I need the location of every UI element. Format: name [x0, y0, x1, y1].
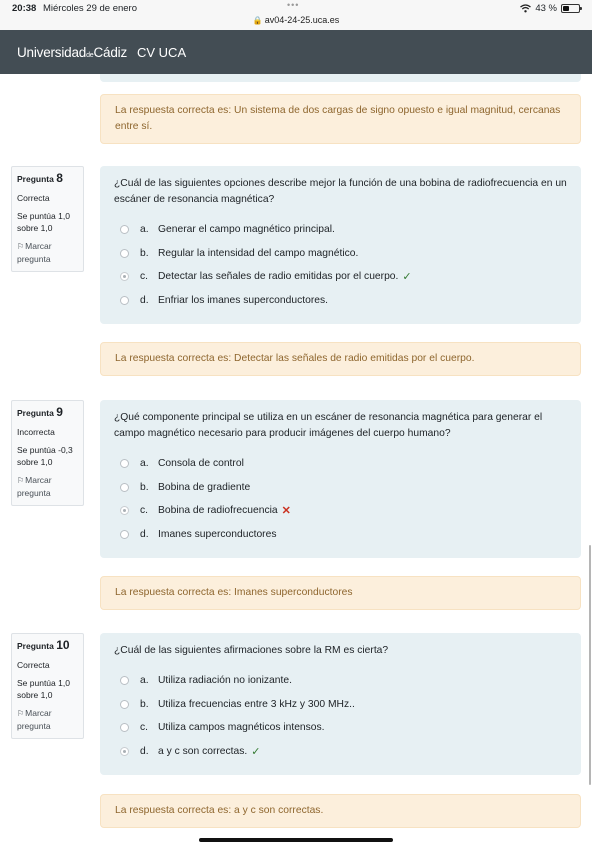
answer-text: Regular la intensidad del campo magnético. — [158, 247, 359, 259]
answer-letter: b. — [140, 698, 149, 710]
top-navbar — [0, 30, 592, 74]
feedback-question-9: La respuesta correcta es: Imanes superconductores — [100, 576, 581, 610]
question-number — [17, 406, 78, 419]
answer-option[interactable] — [114, 523, 567, 547]
answer-letter: a. — [140, 458, 149, 470]
question-box-9 — [100, 400, 581, 558]
answer-text: Bobina de radiofrecuencia — [158, 505, 278, 517]
question-number-value: 9 — [56, 405, 63, 419]
answer-letter: b. — [140, 247, 149, 259]
answer-text: Bobina de gradiente — [158, 481, 251, 493]
feedback-question-8: La respuesta correcta es: Detectar las señales de radio emitidas por el cuerpo. — [100, 342, 581, 376]
university-logo[interactable] — [17, 45, 127, 60]
question-state: Correcta — [17, 193, 50, 203]
radio-button-selected[interactable] — [120, 506, 129, 515]
radio-button[interactable] — [120, 676, 129, 685]
question-number — [17, 172, 78, 185]
question-text: ¿Qué componente principal se utiliza en un escáner de resonancia magnética para generar el campo magnético necesario para producir imágenes del cuerpo humano? — [114, 412, 543, 439]
home-indicator[interactable] — [199, 838, 393, 842]
battery-percent: 43 % — [535, 3, 557, 14]
flag-icon: ⚐ — [17, 242, 25, 251]
question-info-9 — [11, 400, 84, 506]
status-bar — [0, 0, 592, 30]
flag-label: Marcar pregunta — [17, 475, 52, 498]
question-grade: Se puntúa 1,0 sobre 1,0 — [17, 211, 70, 233]
url-text: av04-24-25.uca.es — [264, 15, 340, 25]
question-number-value: 8 — [56, 171, 63, 185]
question-label: Pregunta — [17, 174, 54, 184]
answer-letter: a. — [140, 675, 149, 687]
quiz-review-content — [0, 74, 592, 848]
flag-label: Marcar pregunta — [17, 241, 52, 264]
radio-button[interactable] — [120, 249, 129, 258]
question-info-10 — [11, 633, 84, 739]
radio-button[interactable] — [120, 459, 129, 468]
multitasking-dots[interactable]: ••• — [287, 0, 300, 10]
answer-option[interactable] — [114, 693, 567, 717]
address-bar[interactable] — [0, 15, 592, 25]
status-date: Miércoles 29 de enero — [43, 3, 137, 14]
wifi-icon — [520, 4, 531, 13]
question-label: Pregunta — [17, 408, 54, 418]
logo-text-1: Universidad — [17, 44, 87, 60]
radio-button[interactable] — [120, 296, 129, 305]
flag-question-link[interactable] — [17, 707, 78, 732]
answer-letter: b. — [140, 481, 149, 493]
answer-text: Utiliza radiación no ionizante. — [158, 675, 292, 687]
answer-option[interactable] — [114, 669, 567, 693]
answer-letter: d. — [140, 295, 149, 307]
answer-option[interactable] — [114, 242, 567, 266]
question-number-value: 10 — [56, 638, 70, 652]
battery-fill — [563, 6, 569, 11]
answer-text: Enfriar los imanes superconductores. — [158, 295, 328, 307]
lock-icon: 🔒 — [252, 16, 263, 25]
answer-option-selected[interactable] — [114, 265, 567, 289]
correct-check-icon: ✓ — [251, 746, 261, 759]
question-info-8 — [11, 166, 84, 272]
scrollbar[interactable] — [589, 545, 591, 785]
site-name[interactable]: CV UCA — [137, 44, 187, 60]
feedback-previous: La respuesta correcta es: Un sistema de dos cargas de signo opuesto e igual magnitud, cercanas entre sí. — [100, 94, 581, 144]
answer-option[interactable] — [114, 476, 567, 500]
question-state: Incorrecta — [17, 427, 55, 437]
answer-text: a y c son correctas. — [158, 746, 248, 758]
answer-text: Consola de control — [158, 458, 244, 470]
answer-option[interactable] — [114, 218, 567, 242]
question-grade: Se puntúa -0,3 sobre 1,0 — [17, 445, 73, 467]
question-number — [17, 639, 78, 652]
status-time: 20:38 — [12, 3, 37, 14]
logo-text-2: de — [86, 51, 94, 59]
status-right — [520, 3, 580, 14]
question-label: Pregunta — [17, 641, 54, 651]
flag-question-link[interactable] — [17, 240, 78, 265]
question-box-8 — [100, 166, 581, 324]
answer-option[interactable] — [114, 452, 567, 476]
correct-check-icon: ✓ — [402, 271, 412, 284]
incorrect-cross-icon: ✕ — [281, 505, 291, 518]
answer-option-selected[interactable] — [114, 499, 567, 523]
answer-letter: c. — [140, 505, 149, 517]
answer-letter: d. — [140, 746, 149, 758]
answer-text: Imanes superconductores — [158, 529, 277, 541]
answer-letter: c. — [140, 722, 149, 734]
question-text: ¿Cuál de las siguientes opciones describe mejor la función de una bobina de radiofrecuencia en un escáner de resonancia magnética? — [114, 178, 567, 205]
previous-question-box — [100, 74, 581, 82]
question-text: ¿Cuál de las siguientes afirmaciones sobre la RM es cierta? — [114, 645, 389, 656]
answer-option-selected[interactable] — [114, 740, 567, 764]
answer-text: Detectar las señales de radio emitidas por el cuerpo. — [158, 271, 399, 283]
flag-icon: ⚐ — [17, 709, 25, 718]
radio-button[interactable] — [120, 700, 129, 709]
question-grade: Se puntúa 1,0 sobre 1,0 — [17, 678, 70, 700]
answer-letter: c. — [140, 271, 149, 283]
radio-button-selected[interactable] — [120, 747, 129, 756]
radio-button[interactable] — [120, 723, 129, 732]
answer-letter: a. — [140, 224, 149, 236]
flag-label: Marcar pregunta — [17, 708, 52, 731]
answer-option[interactable] — [114, 289, 567, 313]
battery-icon — [561, 4, 580, 13]
answer-letter: d. — [140, 529, 149, 541]
logo-text-3: Cádiz — [93, 44, 127, 60]
answer-text: Utiliza frecuencias entre 3 kHz y 300 MHz.. — [158, 698, 355, 710]
radio-button[interactable] — [120, 225, 129, 234]
radio-button[interactable] — [120, 483, 129, 492]
question-state: Correcta — [17, 660, 50, 670]
flag-question-link[interactable] — [17, 474, 78, 499]
radio-button-selected[interactable] — [120, 272, 129, 281]
answer-text: Generar el campo magnético principal. — [158, 224, 335, 236]
flag-icon: ⚐ — [17, 476, 25, 485]
radio-button[interactable] — [120, 530, 129, 539]
feedback-question-10: La respuesta correcta es: a y c son correctas. — [100, 794, 581, 828]
question-box-10 — [100, 633, 581, 775]
answer-text: Utiliza campos magnéticos intensos. — [158, 722, 325, 734]
answer-option[interactable] — [114, 716, 567, 740]
